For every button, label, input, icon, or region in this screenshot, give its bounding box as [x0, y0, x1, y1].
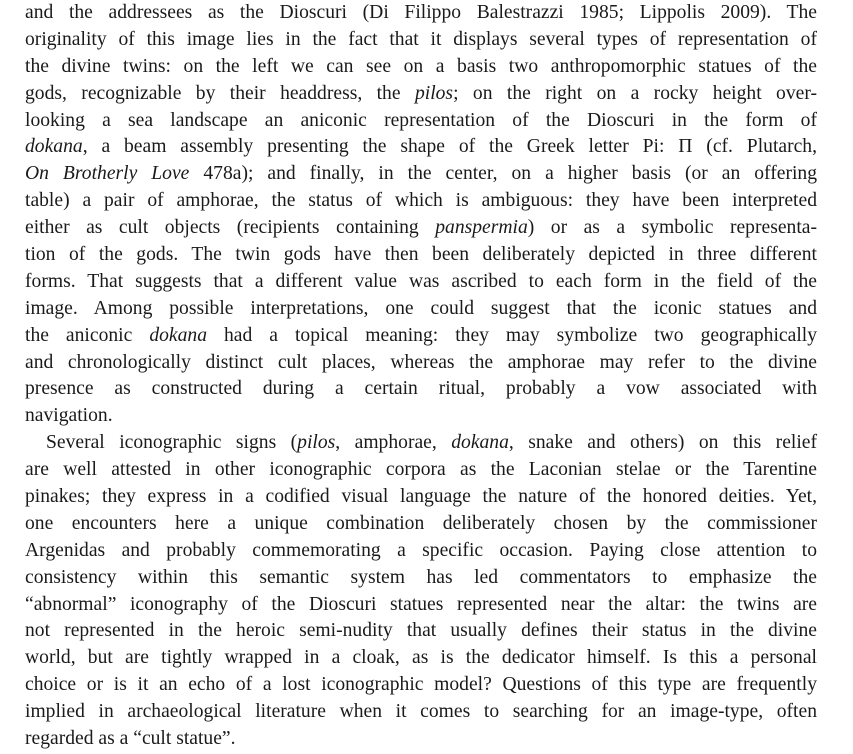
paragraph-2 — [25, 430, 817, 753]
text-line — [25, 592, 817, 619]
text-run: implied in archaeological literature when it comes to searching for an image-type, often — [25, 701, 817, 723]
italic-term: dokana — [451, 432, 509, 454]
text-run: consistency within this semantic system has led commentators to emphasize the — [25, 566, 817, 588]
italic-term: panspermia — [435, 217, 528, 239]
text-line — [25, 618, 817, 645]
text-run: and chronologically distinct cult places, whereas the amphorae may refer to the divine — [25, 351, 817, 373]
text-run: Several iconographic signs ( — [46, 432, 298, 454]
text-line — [25, 672, 817, 699]
text-run: the aniconic — [25, 324, 150, 346]
text-run: gods, recognizable by their headdress, the — [25, 82, 415, 104]
text-line — [25, 134, 817, 161]
text-line — [25, 27, 817, 54]
text-run: , a beam assembly presenting the shape of the Greek letter Pi: Π (cf. Plutarch, — [82, 136, 817, 158]
text-line — [25, 484, 817, 511]
text-run: world, but are tightly wrapped in a cloak, as is the dedicator himself. Is this a personal — [25, 647, 817, 669]
text-run: ) or as a symbolic representa- — [527, 217, 817, 239]
text-run: either as cult objects (recipients containing — [25, 217, 436, 239]
text-line — [25, 0, 817, 27]
italic-term: On Brotherly Love — [25, 163, 190, 185]
text-line — [25, 511, 817, 538]
text-line — [25, 108, 817, 135]
text-run: tion of the gods. The twin gods have then been deliberately depicted in three different — [25, 244, 817, 266]
text-run: are well attested in other iconographic corpora as the Laconian stelae or the Tarentine — [25, 459, 817, 481]
text-run: pinakes; they express in a codified visual language the nature of the honored deities. Yet, — [25, 486, 817, 508]
text-run: , amphorae, — [335, 432, 452, 454]
text-line — [25, 188, 817, 215]
italic-term: pilos — [297, 432, 336, 454]
text-line — [25, 296, 817, 323]
text-run: , snake and others) on this relief — [508, 432, 817, 454]
text-run: the divine twins: on the left we can see on a basis two anthropomorphic statues of the — [25, 55, 817, 77]
text-line — [25, 457, 817, 484]
text-run: 478a); and finally, in the center, on a higher basis (or an offering — [189, 163, 818, 185]
text-line — [25, 376, 817, 403]
text-line — [25, 699, 817, 726]
text-line — [25, 403, 817, 430]
text-run: one encounters here a unique combination deliberately chosen by the commissioner — [25, 512, 817, 534]
text-line — [25, 323, 817, 350]
text-run: regarded as a “cult statue”. — [25, 728, 236, 750]
text-line — [25, 161, 817, 188]
text-line — [25, 645, 817, 672]
text-run: “abnormal” iconography of the Dioscuri statues represented near the altar: the twins are — [25, 593, 817, 615]
text-line — [25, 430, 817, 457]
italic-term: dokana — [149, 324, 207, 346]
text-run: image. Among possible interpretations, one could suggest that the iconic statues and — [25, 297, 817, 319]
text-run: not represented in the heroic semi-nudity that usually defines their status in the divine — [25, 620, 817, 642]
text-line — [25, 242, 817, 269]
text-run: looking a sea landscape an aniconic representation of the Dioscuri in the form of — [25, 109, 817, 131]
text-run: forms. That suggests that a different value was ascribed to each form in the field of the — [25, 270, 817, 292]
text-run: and the addressees as the Dioscuri (Di Filippo Balestrazzi 1985; Lippolis 2009). The — [25, 2, 817, 23]
document-page — [25, 0, 817, 753]
text-line — [25, 269, 817, 296]
text-line — [25, 538, 817, 565]
text-run: table) a pair of amphorae, the status of which is ambiguous: they have been interpreted — [25, 190, 817, 212]
text-run: Argenidas and probably commemorating a specific occasion. Paying close attention to — [25, 539, 817, 561]
paragraph-1 — [25, 0, 817, 430]
text-line — [25, 81, 817, 108]
text-run: ; on the right on a rocky height over- — [453, 82, 818, 104]
text-line — [25, 54, 817, 81]
text-line — [25, 215, 817, 242]
italic-term: pilos — [414, 82, 454, 104]
italic-term: dokana — [25, 136, 83, 158]
text-line — [25, 565, 817, 592]
text-run: presence as constructed during a certain ritual, probably a vow associated with — [25, 378, 817, 400]
text-run: had a topical meaning: they may symbolize two geographically — [207, 324, 818, 346]
text-line — [25, 726, 817, 753]
text-line — [25, 350, 817, 377]
text-run: choice or is it an echo of a lost iconographic model? Questions of this type are frequently — [25, 674, 817, 696]
text-run: originality of this image lies in the fact that it displays several types of representation of — [25, 28, 817, 50]
text-run: navigation. — [25, 405, 113, 427]
